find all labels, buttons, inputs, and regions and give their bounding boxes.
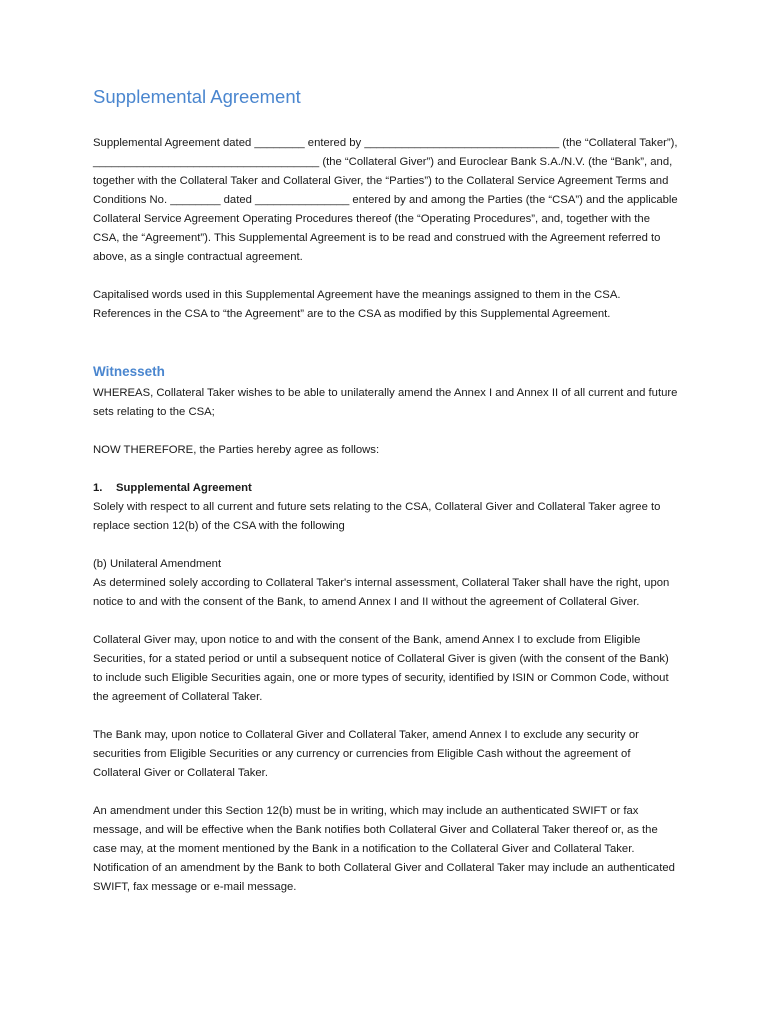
whereas-paragraph: WHEREAS, Collateral Taker wishes to be able to unilaterally amend the Annex I and Annex II of all current and future sets relating to the CSA; [93, 387, 678, 418]
section-1-paragraph: An amendment under this Section 12(b) must be in writing, which may include an authenticated SWIFT or fax message, and will be effective when the Bank notifies both Collateral Giver and Collateral Taker thereof or, as the case may, at the moment mentioned by the Bank in a notification to the Collateral Giver and Collateral Taker. Notification of an amendment by the Bank to both Collateral Giver and Collateral Taker may include an authenticated SWIFT, fax message or e-mail message. [93, 805, 675, 893]
document-body [93, 84, 678, 897]
unilateral-amendment-heading: (b) Unilateral Amendment [93, 558, 222, 570]
section-1-paragraph: The Bank may, upon notice to Collateral Giver and Collateral Taker, amend Annex I to exclude any security or securities from Eligible Securities or any currency or currencies from Eligible Cash without the agreement of Collateral Giver or Collateral Taker. [93, 729, 639, 779]
section-1-text: Solely with respect to all current and future sets relating to the CSA, Collateral Giver and Collateral Taker agree to replace section 12(b) of the CSA with the following [93, 501, 661, 532]
intro-paragraph: Supplemental Agreement dated ________ entered by _______________________________ (the “Collateral Taker”), ____________________________________ (the “Collateral Giver”) and Euroclear Bank S.A./N.V. (the “Bank”, and, together with the Collateral Taker and Collateral Giver, the “Parties”) to the Collateral Service Agreement Terms and Conditions No. ________ dated _______________ entered by and among the Parties (the “CSA”) and the applicable Collateral Service Agreement Operating Procedures thereof (the “Operating Procedures”, and, together with the CSA, the “Agreement”). This Supplemental Agreement is to be read and construed with the Agreement referred to above, as a single contractual agreement. [93, 137, 678, 263]
section-1-number: 1. [93, 482, 103, 494]
section-1-title: Supplemental Agreement [116, 482, 252, 494]
section-1-paragraph: As determined solely according to Collateral Taker's internal assessment, Collateral Taker shall have the right, upon notice to and with the consent of the Bank, to amend Annex I and II without the agreement of Collateral Giver. [93, 577, 670, 608]
section-1-paragraph: Collateral Giver may, upon notice to and with the consent of the Bank, amend Annex I to exclude from Eligible Securities, for a stated period or until a subsequent notice of Collateral Giver is given (with the consent of the Bank) to include such Eligible Securities again, one or more types of security, identified by ISIN or Common Code, without the agreement of Collateral Taker. [93, 634, 669, 703]
section-1-heading [93, 479, 678, 498]
witnesseth-heading: Witnesseth [93, 364, 165, 379]
definitions-paragraph: Capitalised words used in this Supplemental Agreement have the meanings assigned to them in the CSA. References in the CSA to “the Agreement” are to the CSA as modified by this Supplemental Agreement. [93, 289, 621, 320]
now-therefore-paragraph: NOW THEREFORE, the Parties hereby agree as follows: [93, 444, 380, 456]
document-title: Supplemental Agreement [93, 86, 301, 107]
